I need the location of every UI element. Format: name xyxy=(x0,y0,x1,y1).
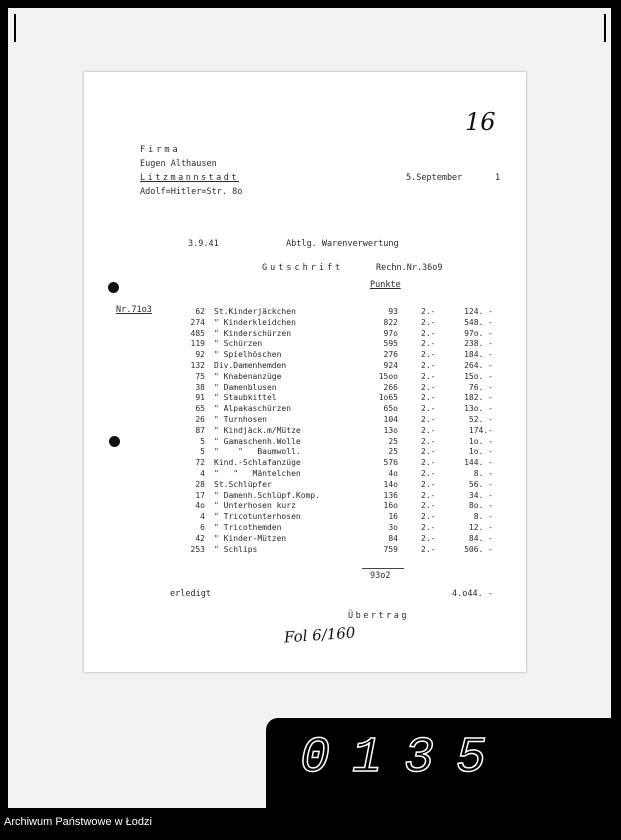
item-points: 97o xyxy=(383,328,398,338)
crop-mark xyxy=(14,14,16,42)
item-price: 2.- xyxy=(421,393,436,403)
item-points: 25 xyxy=(388,436,398,446)
item-points: 13o xyxy=(383,425,398,435)
item-price: 2.- xyxy=(421,523,436,532)
item-quantity: 4 xyxy=(200,512,205,522)
carry-over-label: Übertrag xyxy=(348,611,409,621)
item-price: 2.- xyxy=(421,458,436,468)
item-points: 84 xyxy=(388,533,398,543)
item-points: 822 xyxy=(383,317,398,327)
item-total: 8o. - xyxy=(468,501,493,511)
frame-counter: 0135 xyxy=(300,730,509,787)
item-quantity: 91 xyxy=(195,393,205,403)
item-description: " Turnhosen xyxy=(214,415,267,424)
points-total: 93o2 xyxy=(370,571,391,581)
item-total: 84. - xyxy=(468,533,493,543)
points-column-header: Punkte xyxy=(370,280,401,290)
item-total: 15o. - xyxy=(464,371,493,381)
item-points: 759 xyxy=(383,544,398,554)
item-total: 238. - xyxy=(464,339,493,349)
item-total: 52. - xyxy=(468,415,493,424)
item-description: " " Mäntelchen xyxy=(214,469,301,478)
item-price: 2.- xyxy=(421,469,436,478)
item-price: 2.- xyxy=(421,307,436,316)
item-total: 1o. - xyxy=(468,447,493,457)
item-quantity: 4 xyxy=(200,469,205,478)
item-description: " Kinderkleidchen xyxy=(214,317,296,327)
item-points: 93 xyxy=(388,307,398,316)
item-total: 8. - xyxy=(473,469,493,478)
item-quantity: 92 xyxy=(195,350,205,360)
item-total: 13o. - xyxy=(464,404,493,414)
city: Litzmannstadt xyxy=(140,173,240,183)
item-points: 3o xyxy=(388,523,398,532)
item-description: " Damenh.Schlüpf.Komp. xyxy=(214,490,320,500)
item-description: " Alpakaschürzen xyxy=(214,404,292,414)
item-price: 2.- xyxy=(421,404,436,414)
handwritten-folio: Fol 6/160 xyxy=(283,623,356,647)
item-description: " Unterhosen kurz xyxy=(214,501,296,511)
item-price: 2.- xyxy=(421,512,436,522)
item-total: 12. - xyxy=(468,523,493,532)
street: Adolf=Hitler=Str. 8o xyxy=(140,187,243,197)
item-points: 16 xyxy=(388,512,398,522)
order-number: Nr.71o3 xyxy=(116,305,152,315)
item-points: 4o xyxy=(388,469,398,478)
item-price: 2.- xyxy=(421,371,436,381)
item-description: St.Schlüpfer xyxy=(214,479,272,489)
item-points: 14o xyxy=(383,479,398,489)
item-total: 548. - xyxy=(464,317,493,327)
item-price: 2.- xyxy=(421,361,436,370)
item-price: 2.- xyxy=(421,447,436,457)
item-total: 124. - xyxy=(464,307,493,316)
archive-name: Archiwum Państwowe w Łodzi xyxy=(4,816,152,828)
item-points: 104 xyxy=(383,415,398,424)
item-quantity: 42 xyxy=(195,533,205,543)
item-quantity: 75 xyxy=(195,371,205,381)
item-quantity: 485 xyxy=(190,328,205,338)
item-total: 56. - xyxy=(468,479,493,489)
document-title: Gutschrift xyxy=(262,263,344,273)
item-quantity: 119 xyxy=(190,339,205,349)
punch-hole xyxy=(109,436,120,447)
item-total: 506. - xyxy=(464,544,493,554)
item-price: 2.- xyxy=(421,415,436,424)
item-quantity: 274 xyxy=(190,317,205,327)
handwritten-page-number: 16 xyxy=(465,108,496,136)
crop-mark xyxy=(604,14,606,42)
item-quantity: 62 xyxy=(195,307,205,316)
company-name: Eugen Althausen xyxy=(140,159,217,169)
item-price: 2.- xyxy=(421,490,436,500)
item-quantity: 38 xyxy=(195,382,205,392)
item-quantity: 28 xyxy=(195,479,205,489)
item-description: " Knabenanzüge xyxy=(214,371,282,381)
item-total: 184. - xyxy=(464,350,493,360)
status-note: erledigt xyxy=(170,589,211,599)
firm-label: Firma xyxy=(140,145,181,155)
punch-hole xyxy=(108,282,119,293)
item-quantity: 5 xyxy=(200,436,205,446)
item-description: " Schlips xyxy=(214,544,258,554)
item-quantity: 253 xyxy=(190,544,205,554)
item-price: 2.- xyxy=(421,533,436,543)
item-quantity: 4o xyxy=(195,501,205,511)
item-quantity: 87 xyxy=(195,425,205,435)
item-price: 2.- xyxy=(421,339,436,349)
item-points: 595 xyxy=(383,339,398,349)
item-description: " Gamaschenh.Wolle xyxy=(214,436,301,446)
item-total: 76. - xyxy=(468,382,493,392)
item-points: 16o xyxy=(383,501,398,511)
item-price: 2.- xyxy=(421,436,436,446)
item-points: 15oo xyxy=(378,371,398,381)
item-description: Kind.-Schlafanzüge xyxy=(214,458,301,468)
item-description: " Schürzen xyxy=(214,339,263,349)
item-total: 144. - xyxy=(464,458,493,468)
item-description: " Damenblusen xyxy=(214,382,277,392)
item-quantity: 65 xyxy=(195,404,205,414)
item-total: 182. - xyxy=(464,393,493,403)
item-description: " " Baumwoll. xyxy=(214,447,301,457)
item-points: 136 xyxy=(383,490,398,500)
item-price: 2.- xyxy=(421,317,436,327)
item-points: 276 xyxy=(383,350,398,360)
item-points: 924 xyxy=(383,361,398,370)
item-total: 174.- xyxy=(468,425,493,435)
item-quantity: 17 xyxy=(195,490,205,500)
item-description: " Kinderschürzen xyxy=(214,328,292,338)
sum-amount: 4.o44. - xyxy=(452,589,493,599)
item-description: Div.Damenhemden xyxy=(214,361,287,370)
item-total: 264. - xyxy=(464,361,493,370)
invoice-reference: Rechn.Nr.36o9 xyxy=(376,263,443,273)
points-sum-rule xyxy=(362,568,404,569)
item-total: 97o. - xyxy=(464,328,493,338)
item-description: " Tricotunterhosen xyxy=(214,512,301,522)
item-total: 1o. - xyxy=(468,436,493,446)
item-price: 2.- xyxy=(421,425,436,435)
item-price: 2.- xyxy=(421,328,436,338)
item-price: 2.- xyxy=(421,544,436,554)
item-price: 2.- xyxy=(421,350,436,360)
item-description: " Kindjäck.m/Mütze xyxy=(214,425,301,435)
item-points: 266 xyxy=(383,382,398,392)
item-points: 1o65 xyxy=(378,393,398,403)
item-price: 2.- xyxy=(421,382,436,392)
item-price: 2.- xyxy=(421,501,436,511)
item-description: " Spielhöschen xyxy=(214,350,282,360)
item-quantity: 26 xyxy=(195,415,205,424)
letter-date-suffix: 1 xyxy=(495,173,501,183)
item-description: " Staubkittel xyxy=(214,393,277,403)
item-quantity: 72 xyxy=(195,458,205,468)
item-quantity: 6 xyxy=(200,523,205,532)
item-total: 34. - xyxy=(468,490,493,500)
item-description: " Kinder-Mützen xyxy=(214,533,287,543)
item-quantity: 132 xyxy=(190,361,205,370)
item-points: 576 xyxy=(383,458,398,468)
item-points: 65o xyxy=(383,404,398,414)
letter-date: 5.September xyxy=(406,173,463,183)
department: Abtlg. Warenverwertung xyxy=(286,239,399,249)
item-quantity: 5 xyxy=(200,447,205,457)
item-description: " Tricothemden xyxy=(214,523,282,532)
item-description: St.Kinderjäckchen xyxy=(214,307,296,316)
item-total: 8. - xyxy=(473,512,493,522)
document-date: 3.9.41 xyxy=(188,239,219,249)
item-points: 25 xyxy=(388,447,398,457)
item-price: 2.- xyxy=(421,479,436,489)
